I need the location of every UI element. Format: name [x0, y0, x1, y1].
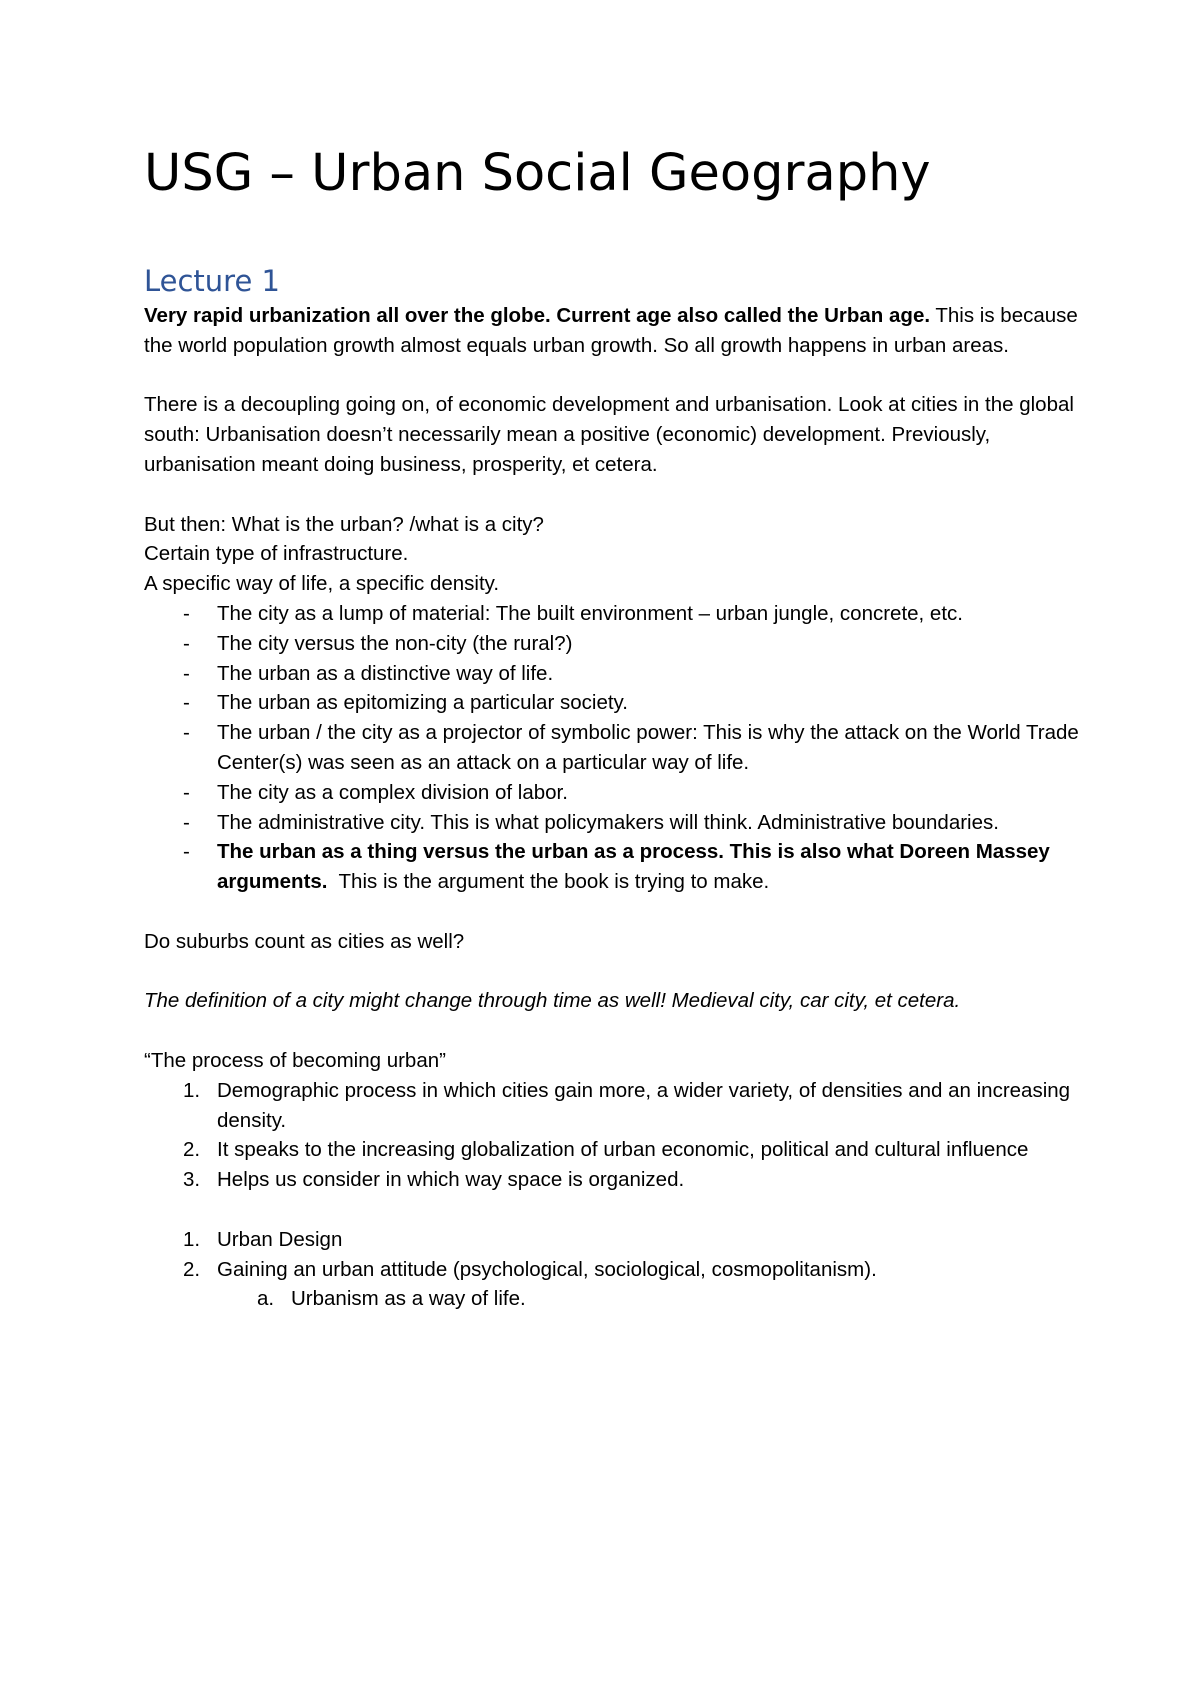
line-way-of-life: A specific way of life, a specific density.: [144, 572, 500, 596]
document-title: USG – Urban Social Geography: [144, 144, 931, 203]
list-item-text: Helps us consider in which way space is organized.: [217, 1168, 685, 1192]
intro-bold-text: Very rapid urbanization all over the globe. Current age also called the Urban age.: [144, 304, 931, 327]
dash-bullet: -: [183, 601, 190, 625]
list-item: [144, 659, 1084, 689]
dash-bullet: -: [183, 840, 190, 864]
process-quote: “The process of becoming urban”: [144, 1048, 446, 1072]
list-item-text: The urban / the city as a projector of symbolic power: This is why the attack on the World Trade Center(s) was seen as an attack on a particular way of life.: [217, 721, 1079, 774]
list-number: 3.: [183, 1168, 201, 1192]
list-item: [144, 1284, 1084, 1314]
dash-bullet: -: [183, 661, 190, 685]
list-number: 2.: [183, 1257, 201, 1281]
list-number: 2.: [183, 1138, 201, 1162]
sub-list: [217, 1284, 1084, 1314]
list-item: [144, 778, 1084, 808]
list-item-text: The city versus the non-city (the rural?): [217, 631, 573, 655]
list-item: [144, 1255, 1084, 1315]
list-item-text: Gaining an urban attitude (psychological, sociological, cosmopolitanism).: [217, 1257, 877, 1281]
list-item: [144, 1165, 1084, 1195]
list-item-text: Urban Design: [217, 1227, 343, 1251]
list-item: [144, 1076, 1084, 1136]
list-item: [144, 599, 1084, 629]
dash-bullet: -: [183, 631, 190, 655]
paragraph-decoupling: There is a decoupling going on, of economic development and urbanisation. Look at cities in the global south: Urbanisation doesn’t necessarily mean a positive (economic) development. Previously, urbanisation meant doing business, prosperity, et cetera.: [144, 393, 1074, 476]
design-list: [144, 1225, 1084, 1314]
list-item: [144, 1225, 1084, 1255]
list-item-text: Demographic process in which cities gain more, a wider variety, of densities and an increasing density.: [217, 1078, 1071, 1132]
list-letter: a.: [257, 1287, 275, 1311]
italic-note: [144, 986, 1084, 1016]
list-number: 1.: [183, 1078, 201, 1102]
list-item: [144, 629, 1084, 659]
list-item-text: The city as a complex division of labor.: [217, 780, 568, 804]
line-what-is-urban: But then: What is the urban? /what is a city?: [144, 512, 544, 536]
list-item: [144, 718, 1084, 778]
list-item-text: The urban as a distinctive way of life.: [217, 661, 554, 685]
document-body: [144, 301, 1084, 1314]
lecture-heading: Lecture 1: [144, 264, 280, 298]
list-item-text: It speaks to the increasing globalization of urban economic, political and cultural influence: [217, 1138, 1029, 1162]
process-list: [144, 1076, 1084, 1195]
list-item-text: This is the argument the book is trying to make.: [327, 870, 770, 894]
list-item-bold-text: The urban as a thing versus the urban as a process. This is also what Doreen Massey arguments.: [217, 840, 1050, 894]
list-item-text: The administrative city. This is what policymakers will think. Administrative boundaries.: [217, 810, 999, 834]
definitions-list: [144, 599, 1084, 897]
dash-bullet: -: [183, 721, 190, 745]
intro-text: This is because the world population growth almost equals urban growth. So all growth happens in urban areas.: [144, 304, 1078, 357]
list-item-text: Urbanism as a way of life.: [291, 1287, 526, 1311]
list-item: [144, 837, 1084, 897]
dash-bullet: -: [183, 810, 190, 834]
list-number: 1.: [183, 1227, 201, 1251]
list-item: [144, 1135, 1084, 1165]
list-item-text: The urban as epitomizing a particular society.: [217, 691, 628, 715]
italic-note-text: The definition of a city might change through time as well! Medieval city, car city, et cetera.: [144, 989, 961, 1013]
list-item: [144, 688, 1084, 718]
dash-bullet: -: [183, 691, 190, 715]
paragraph-intro: [144, 301, 1084, 361]
dash-bullet: -: [183, 780, 190, 804]
line-infrastructure: Certain type of infrastructure.: [144, 542, 409, 566]
list-item: [144, 808, 1084, 838]
list-item-text: The city as a lump of material: The built environment – urban jungle, concrete, etc.: [217, 601, 963, 625]
line-suburbs: Do suburbs count as cities as well?: [144, 929, 465, 953]
